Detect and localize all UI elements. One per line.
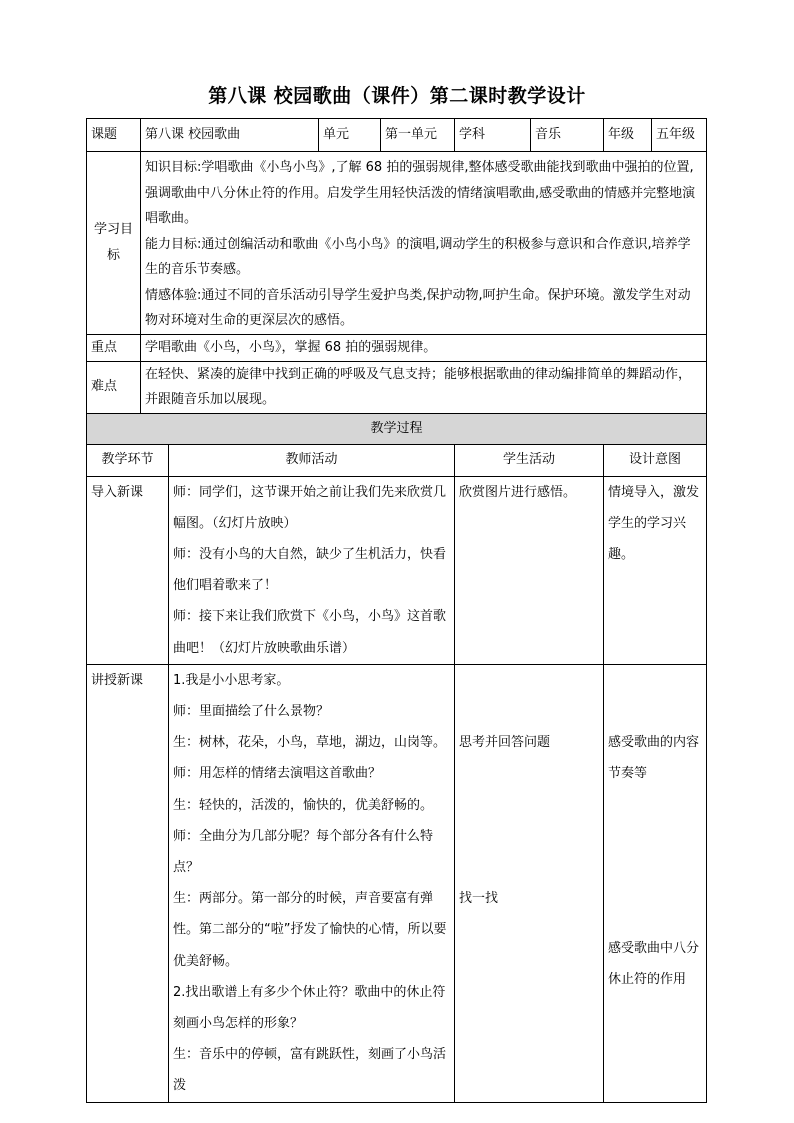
process-header-row: [87, 444, 707, 476]
teacher-line: 生：轻快的，活泼的，愉快的，优美舒畅的。: [173, 797, 434, 813]
difficulty-text: 在轻快、紧凑的旋律中找到正确的呼吸及气息支持；能够根据歌曲的律动编排简单的舞蹈动作，并跟随音乐加以展现。: [141, 361, 707, 413]
process-row-teaching: [87, 664, 707, 1102]
teacher-line: 生：树林，花朵，小鸟，草地，湖边，山岗等。: [173, 735, 447, 751]
teacher-line: 师：同学们，这节课开始之前让我们先来欣赏几幅图。（幻灯片放映）: [173, 484, 447, 531]
lesson-plan-table: [86, 118, 707, 1103]
design-intent-teaching: [604, 664, 707, 1102]
process-section-row: [87, 413, 707, 444]
student-answer: 思考并回答问题: [459, 734, 551, 750]
teacher-activity-intro: [169, 476, 455, 664]
student-find: 找一找: [459, 890, 499, 906]
emotion-goal: 情感体验:通过不同的音乐活动引导学生爱护鸟类,保护动物,呵护生命。保护环境。激发学生对动物对环境对生命的更深层次的感悟。: [145, 287, 691, 328]
goals-row: [87, 152, 707, 335]
process-row-intro: [87, 476, 707, 664]
subject-value: 第八课 校园歌曲: [141, 119, 319, 152]
difficulty-label: 难点: [87, 361, 141, 413]
stage-intro: 导入新课: [87, 476, 169, 664]
key-point-row: [87, 334, 707, 361]
unit-value: 第一单元: [381, 119, 455, 152]
student-activity-intro: 欣赏图片进行感悟。: [455, 476, 604, 664]
teacher-line: 师：接下来让我们欣赏下《小鸟，小鸟》这首歌曲吧！（幻灯片放映歌曲乐谱）: [173, 609, 447, 656]
grade-label: 年级: [604, 119, 652, 152]
grade-value: 五年级: [652, 119, 707, 152]
process-section-title: 教学过程: [87, 413, 707, 444]
teacher-line: 生：两部分。第一部分的时候，声音要富有弹性。第二部分的“啦”抒发了愉快的心情，所以要优美舒畅。: [173, 891, 447, 969]
teacher-line: 师：全曲分为几部分呢？每个部分各有什么特点？: [173, 828, 434, 875]
unit-label: 单元: [319, 119, 381, 152]
teacher-line: 师：用怎样的情绪去演唱这首歌曲？: [173, 766, 382, 782]
teacher-line: 生：音乐中的停顿，富有跳跃性，刻画了小鸟活泼: [173, 1047, 447, 1094]
key-point-text: 学唱歌曲《小鸟，小鸟》，掌握 68 拍的强弱规律。: [141, 334, 707, 361]
header-row: [87, 119, 707, 152]
intent-rest: 感受歌曲中八分休止符的作用: [608, 941, 700, 988]
col-student: 学生活动: [455, 444, 604, 476]
intent-rhythm: 感受歌曲的内容节奏等: [608, 734, 700, 781]
stage-teaching: 讲授新课: [87, 664, 169, 1102]
teacher-line: 师：里面描绘了什么景物？: [173, 703, 330, 719]
difficulty-row: [87, 361, 707, 413]
teacher-line: 2.找出歌谱上有多少个休止符？歌曲中的休止符刻画小鸟怎样的形象？: [173, 984, 446, 1031]
document-title: 第八课 校园歌曲（课件）第二课时教学设计: [208, 85, 586, 107]
teacher-activity-teaching: [169, 664, 455, 1102]
key-point-label: 重点: [87, 334, 141, 361]
col-teacher: 教师活动: [169, 444, 455, 476]
course-label: 学科: [455, 119, 531, 152]
ability-goal: 能力目标:通过创编活动和歌曲《小鸟小鸟》的演唱,调动学生的积极参与意识和合作意识,培养学生的音乐节奏感。: [145, 236, 691, 277]
col-intent: 设计意图: [604, 444, 707, 476]
subject-label: 课题: [87, 119, 141, 152]
student-activity-teaching: [455, 664, 604, 1102]
course-value: 音乐: [531, 119, 604, 152]
goals-content: [141, 152, 707, 335]
knowledge-goal: 知识目标:学唱歌曲《小鸟小鸟》,了解 68 拍的强弱规律,整体感受歌曲能找到歌曲中强拍的位置,强调歌曲中八分休止符的作用。启发学生用轻快活泼的情绪演唱歌曲,感受歌曲的情感并完整地演唱歌曲。: [145, 160, 696, 226]
col-stage: 教学环节: [87, 444, 169, 476]
design-intent-intro: 情境导入，激发学生的学习兴趣。: [604, 476, 707, 664]
goals-label: 学习目标: [87, 152, 141, 335]
teacher-line: 1.我是小小思考家。: [173, 672, 290, 688]
teacher-line: 师：没有小鸟的大自然，缺少了生机活力，快看他们唱着歌来了！: [173, 546, 447, 594]
